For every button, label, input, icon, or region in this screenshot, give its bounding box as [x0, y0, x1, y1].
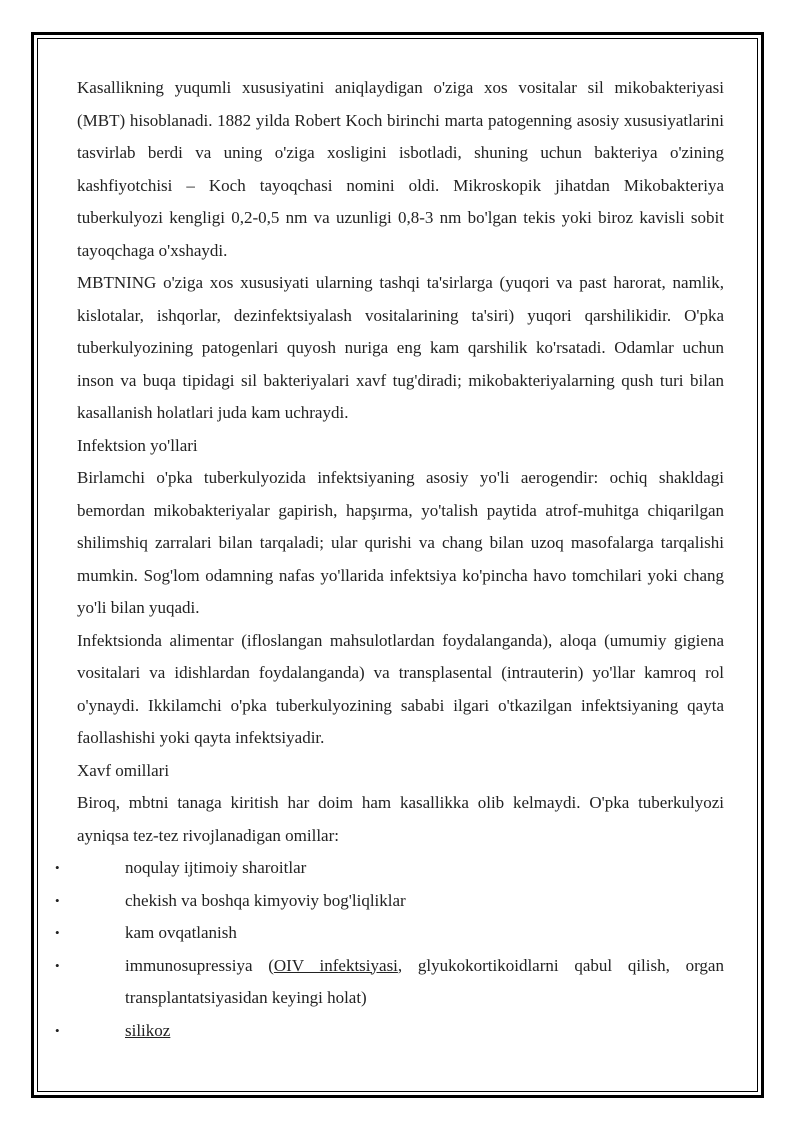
list-item-text: chekish va boshqa kimyoviy bog'liqliklar: [125, 890, 406, 910]
list-item: [55, 917, 724, 950]
paragraph-other-routes: Infektsionda alimentar (ifloslangan mahsulotlardan foydalanganda), aloqa (umumiy gigiena vositalari va idishlardan foydalanganda) va transplasental (intrauterin) yo'llar kamroq rol o'ynaydi. Ikkilamchi o'pka tuberkulyozining sababi ilgari o'tkazilgan infektsiyaning qayta faollashishi yoki qayta infektsiyadir.: [77, 630, 724, 747]
paragraph-risk-intro: Biroq, mbtni tanaga kiritish har doim ham kasallikka olib kelmaydi. O'pka tuberkulyozi ayniqsa tez-tez rivojlanadigan omillar:: [77, 793, 724, 845]
bullet-icon: •: [55, 892, 60, 908]
list-item-text: immunosupressiya (OIV infektsiyasi, glyukokortikoidlarni qabul qilish, organ transplantatsiyasidan keyingi holat): [125, 955, 724, 1007]
list-item: [55, 852, 724, 885]
list-item: [55, 885, 724, 918]
list-item-text: noqulay ijtimoiy sharoitlar: [125, 858, 307, 877]
list-item: [55, 1015, 724, 1048]
bullet-icon: •: [55, 957, 60, 973]
paragraph-mbt-resistance: MBTNING o'ziga xos xususiyati ularning tashqi ta'sirlarga (yuqori va past harorat, namlik, kislotalar, ishqorlar, dezinfektsiyalash vositalarining ta'siri) yuqori qarshilikidir. O'pka tuberkulyozining patogenlari quyosh nuriga eng kam qarshilik ko'rsatadi. Odamlar uchun inson va buqa tipidagi sil bakteriyalari xavf tug'diradi; mikobakteriyalarning qush turi bilan kasallanish holatlari juda kam uchraydi.: [77, 273, 724, 422]
paragraph-aerogenic-route: Birlamchi o'pka tuberkulyozida infektsiyaning asosiy yo'li aerogendir: ochiq shakldagi bemordan mikobakteriyalar gapirish, hapşırma, yo'talish paytida atrof-muhitga chiqarilgan shilimshiq zarralari bilan tarqaladi; ular qurishi va chang bilan uzoq masofalarga tarqalishi mumkin. Sog'lom odamning nafas yo'llarida infektsiya ko'pincha havo tomchilari yoki chang yo'li bilan yuqadi.: [77, 468, 724, 617]
bullet-icon: •: [55, 860, 60, 875]
risk-factor-list: [55, 852, 724, 1047]
list-item-text: kam ovqatlanish: [125, 923, 237, 942]
bullet-icon: •: [55, 925, 60, 940]
oiv-infection-link[interactable]: OIV infektsiyasi: [273, 955, 398, 975]
document-body: [55, 72, 724, 1047]
silicosis-link[interactable]: silikoz: [125, 1020, 171, 1040]
heading-risk-factors: Xavf omillari: [77, 760, 170, 780]
list-item: [55, 950, 724, 1015]
paragraph-mbt-intro: Kasallikning yuqumli xususiyatini aniqlaydigan o'ziga xos vositalar sil mikobakteriyasi (MBT) hisoblanadi. 1882 yilda Robert Koch birinchi marta patogenning asosiy xususiyatlarini tasvirlab berdi va uning o'ziga xosligini isbotladi, shuning uchun bakteriya o'zining kashfiyotchisi – Koch tayoqchasi nomini oldi. Mikroskopik jihatdan Mikobakteriya tuberkulyozi kengligi 0,2-0,5 nm va uzunligi 0,8-3 nm bo'lgan tekis yoki biroz kavisli sobit tayoqchaga o'xshaydi.: [77, 78, 724, 260]
bullet-icon: •: [55, 1022, 60, 1038]
heading-infection-routes: Infektsion yo'llari: [77, 435, 198, 455]
